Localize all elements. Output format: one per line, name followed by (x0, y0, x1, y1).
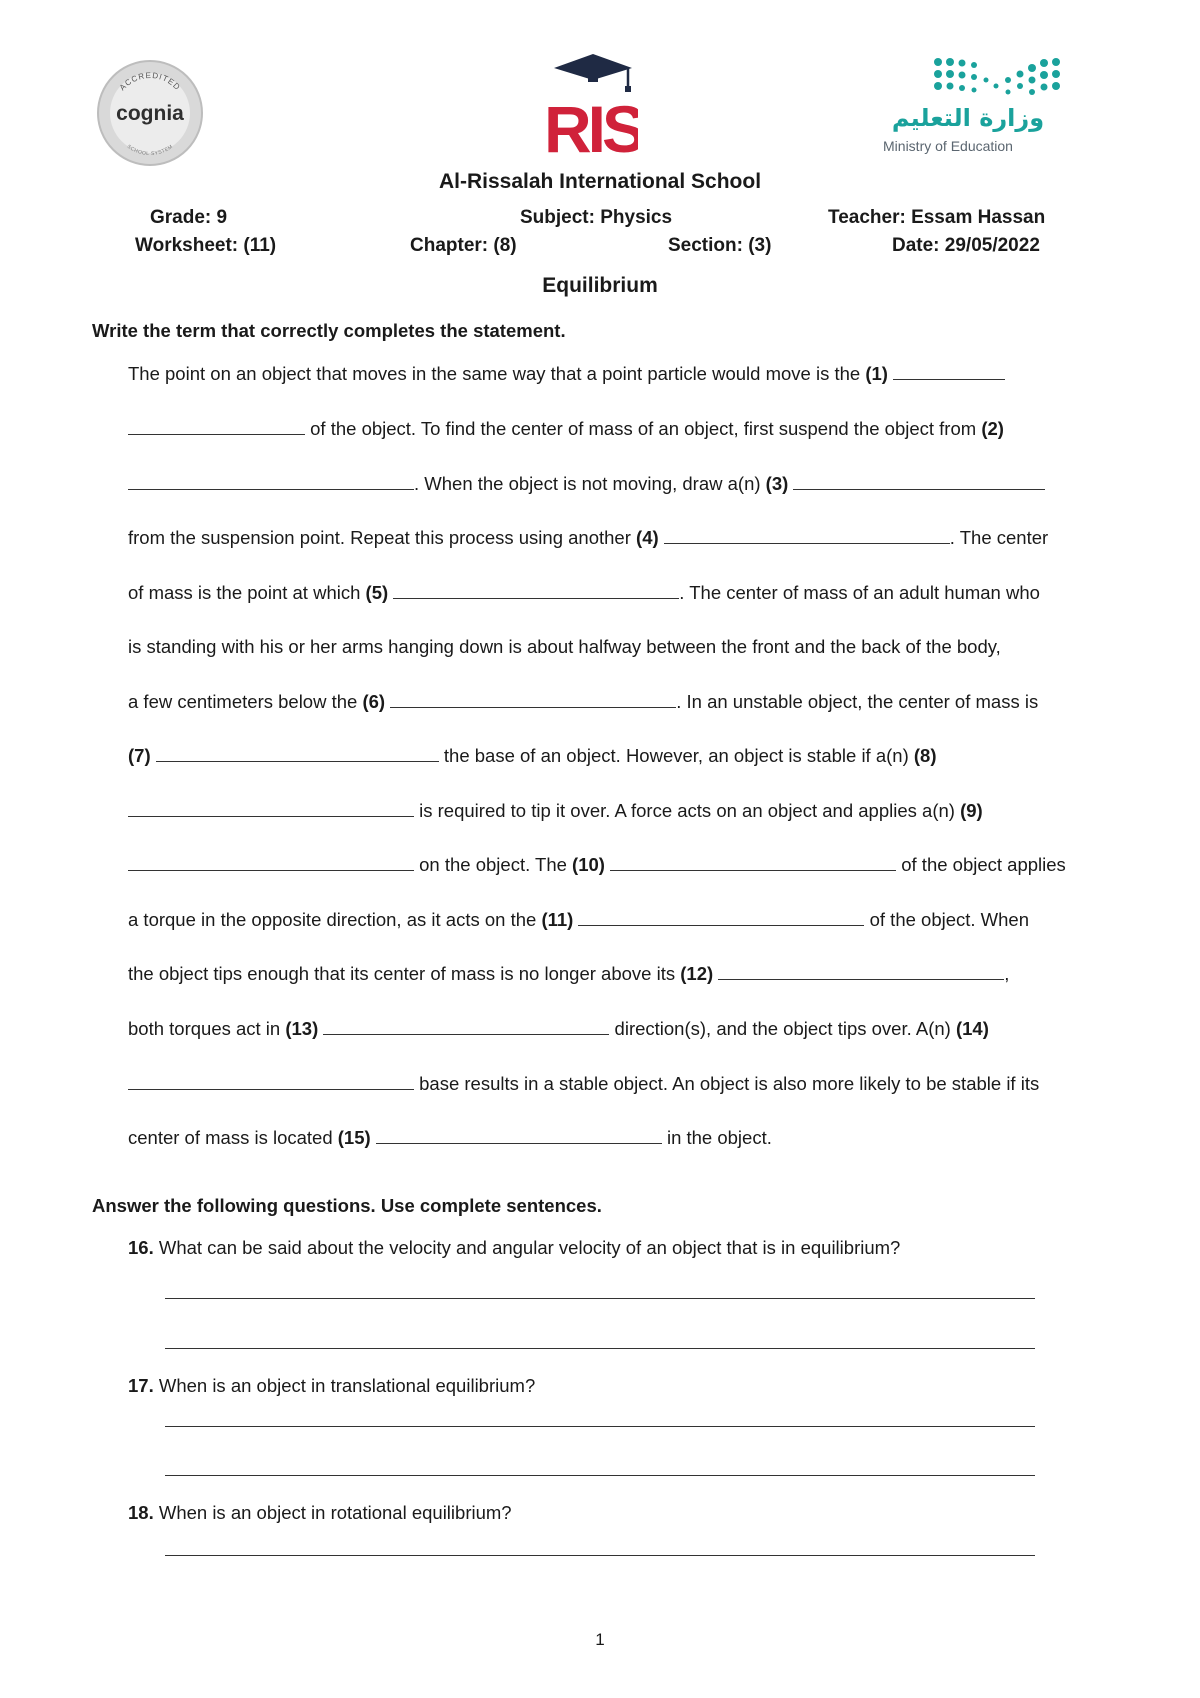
para-line-15: center of mass is located (15) in the object. (128, 1127, 772, 1148)
moe-arabic: وزارة التعليم (891, 104, 1045, 132)
para-line-11: a torque in the opposite direction, as it acts on the (11) of the object. When (128, 909, 1030, 930)
answer-line-16b[interactable] (165, 1348, 1035, 1349)
part2-instruction: Answer the following questions. Use complete sentences. (92, 1195, 602, 1216)
worksheet: Worksheet: (11) (135, 235, 277, 256)
cognia-ring-top: ACCREDITED (117, 70, 183, 93)
blank-8[interactable] (128, 801, 414, 817)
chapter: Chapter: (8) (410, 235, 517, 256)
blank-6[interactable] (390, 692, 676, 708)
cognia-ring-bottom: SCHOOL SYSTEM (125, 143, 175, 158)
grade: Grade: 9 (150, 207, 228, 228)
para-line-5: of mass is the point at which (5) . The center of mass of an adult human who (128, 582, 1040, 603)
blank-12[interactable] (718, 964, 1004, 980)
worksheet-title: Equilibrium (542, 274, 658, 297)
date: Date: 29/05/2022 (892, 235, 1040, 256)
school-name: Al-Rissalah International School (438, 170, 762, 193)
section: Section: (3) (668, 235, 772, 256)
para-line-9: is required to tip it over. A force acts on an object and applies a(n) (9) (128, 801, 1128, 821)
para-line-8: (7) the base of an object. However, an object is stable if a(n) (8) (128, 745, 937, 766)
answer-line-16a[interactable] (165, 1298, 1035, 1299)
answer-line-17b[interactable] (165, 1475, 1035, 1476)
blank-14[interactable] (128, 1074, 414, 1090)
blank-9[interactable] (128, 855, 414, 871)
ris-letters: RIS (548, 92, 638, 162)
para-line-13: both torques act in (13) direction(s), and the object tips over. A(n) (14) (128, 1018, 989, 1039)
blank-13[interactable] (323, 1019, 609, 1035)
para-line-1: The point on an object that moves in the same way that a point particle would move is the (1) (128, 364, 1128, 384)
para-line-2: of the object. To find the center of mass of an object, first suspend the object from (2) (128, 419, 1128, 439)
blank-11[interactable] (578, 910, 864, 926)
para-line-10: on the object. The (10) of the object applies (128, 855, 1128, 875)
blank-10[interactable] (610, 855, 896, 871)
para-line-12: the object tips enough that its center of mass is no longer above its (12) , (128, 963, 1010, 984)
para-line-3: . When the object is not moving, draw a(n) (3) (128, 474, 1128, 494)
moe-dots-icon (868, 56, 1088, 104)
moe-logo (868, 56, 1088, 166)
subject: Subject: Physics (520, 207, 673, 228)
blank-2[interactable] (128, 474, 414, 490)
para-line-6: is standing with his or her arms hanging down is about halfway between the front and the back of the body, (128, 636, 1001, 657)
blank-5[interactable] (393, 583, 679, 599)
teacher: Teacher: Essam Hassan (828, 207, 1046, 228)
moe-english: Ministry of Education (883, 138, 1013, 154)
blank-4[interactable] (664, 528, 950, 544)
answer-line-18a[interactable] (165, 1555, 1035, 1556)
cognia-logo (95, 58, 205, 168)
blank-15[interactable] (376, 1128, 662, 1144)
answer-line-17a[interactable] (165, 1426, 1035, 1427)
blank-3[interactable] (793, 474, 1045, 490)
question-16: 16. What can be said about the velocity and angular velocity of an object that is in equilibrium? (128, 1237, 901, 1258)
part1-instruction: Write the term that correctly completes the statement. (92, 320, 566, 341)
para-line-7: a few centimeters below the (6) . In an unstable object, the center of mass is (128, 691, 1039, 712)
blank-1b[interactable] (128, 419, 305, 435)
blank-7[interactable] (156, 746, 439, 762)
para-line-4: from the suspension point. Repeat this process using another (4) . The center (128, 527, 1049, 548)
page-number: 1 (595, 1630, 605, 1649)
para-line-14: base results in a stable object. An object is also more likely to be stable if its (128, 1074, 1128, 1094)
question-18: 18. When is an object in rotational equilibrium? (128, 1502, 512, 1523)
blank-1a[interactable] (893, 364, 1005, 380)
question-17: 17. When is an object in translational equilibrium? (128, 1375, 536, 1396)
cognia-word: cognia (116, 102, 184, 125)
ris-logo (548, 52, 638, 162)
